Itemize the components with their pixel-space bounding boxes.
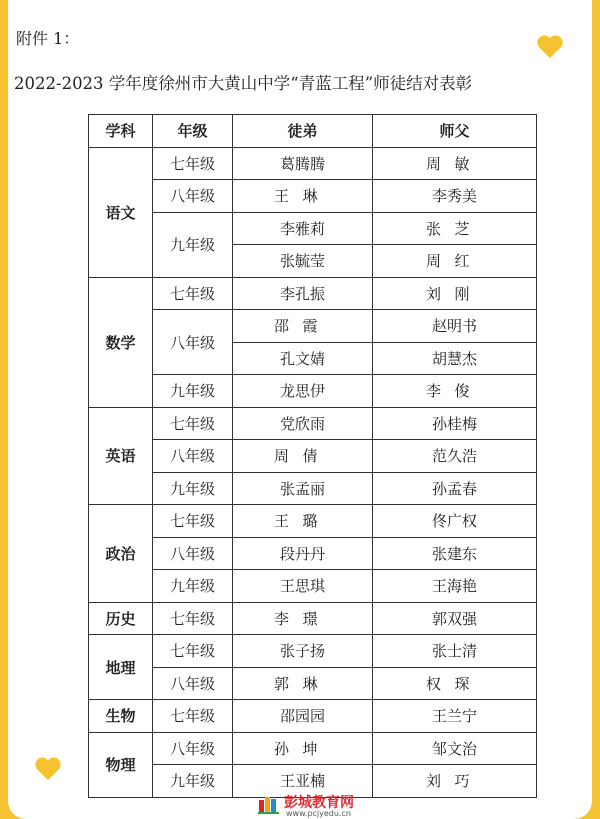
subject-cell: 地理 — [89, 635, 153, 700]
grade-cell: 七年级 — [153, 407, 233, 440]
subject-cell: 英语 — [89, 407, 153, 505]
mentor-cell: 张建东 — [373, 537, 537, 570]
mentor-cell: 赵明书 — [373, 310, 537, 343]
table-body — [89, 147, 537, 797]
grade-cell: 七年级 — [153, 602, 233, 635]
header-apprentice: 徒弟 — [233, 115, 373, 148]
subject-cell: 语文 — [89, 147, 153, 277]
apprentice-cell: 周倩 — [233, 440, 373, 473]
document-title: 2022-2023 学年度徐州市大黄山中学“青蓝工程”师徒结对表彰 — [14, 74, 473, 93]
apprentice-cell: 邵霞 — [233, 310, 373, 343]
apprentice-cell: 李雅莉 — [233, 212, 373, 245]
apprentice-cell: 王亚楠 — [233, 765, 373, 798]
document-page — [8, 0, 592, 819]
subject-cell: 历史 — [89, 602, 153, 635]
apprentice-cell: 龙思伊 — [233, 375, 373, 408]
apprentice-cell: 王思琪 — [233, 570, 373, 603]
attachment-label: 附件 1： — [16, 29, 80, 48]
grade-cell: 七年级 — [153, 505, 233, 538]
apprentice-cell: 葛腾腾 — [233, 147, 373, 180]
header-grade: 年级 — [153, 115, 233, 148]
apprentice-cell: 张孟丽 — [233, 472, 373, 505]
apprentice-cell: 张子扬 — [233, 635, 373, 668]
apprentice-cell: 王璐 — [233, 505, 373, 538]
mentor-cell: 张士清 — [373, 635, 537, 668]
table-row — [89, 505, 537, 538]
watermark-url: www.pcjyedu.cn — [286, 809, 351, 818]
mentor-cell: 佟广权 — [373, 505, 537, 538]
mentor-cell: 范久浩 — [373, 440, 537, 473]
grade-cell: 九年级 — [153, 570, 233, 603]
site-watermark — [258, 792, 418, 818]
apprentice-cell: 郭琳 — [233, 667, 373, 700]
grade-cell: 七年级 — [153, 277, 233, 310]
apprentice-cell: 孙坤 — [233, 732, 373, 765]
apprentice-cell: 张毓莹 — [233, 245, 373, 278]
table-row — [89, 440, 537, 473]
table-row — [89, 180, 537, 213]
apprentice-cell: 段丹丹 — [233, 537, 373, 570]
grade-cell: 九年级 — [153, 212, 233, 277]
mentor-cell: 周红 — [373, 245, 537, 278]
apprentice-cell: 李璟 — [233, 602, 373, 635]
mentor-cell: 权琛 — [373, 667, 537, 700]
mentor-cell: 王兰宁 — [373, 700, 537, 733]
mentor-cell: 李俊 — [373, 375, 537, 408]
grade-cell: 八年级 — [153, 667, 233, 700]
table-row — [89, 667, 537, 700]
heart-icon — [538, 36, 562, 60]
table-row — [89, 700, 537, 733]
apprentice-cell: 邵园园 — [233, 700, 373, 733]
table-row — [89, 635, 537, 668]
header-subject: 学科 — [89, 115, 153, 148]
table-row — [89, 537, 537, 570]
apprentice-cell: 党欣雨 — [233, 407, 373, 440]
subject-cell: 政治 — [89, 505, 153, 603]
grade-cell: 八年级 — [153, 440, 233, 473]
apprentice-cell: 王琳 — [233, 180, 373, 213]
table-header-row — [89, 115, 537, 148]
grade-cell: 七年级 — [153, 700, 233, 733]
table-row — [89, 147, 537, 180]
watermark-name: 彭城教育网 — [284, 795, 354, 811]
grade-cell: 八年级 — [153, 537, 233, 570]
table-row — [89, 375, 537, 408]
mentor-cell: 王海艳 — [373, 570, 537, 603]
heart-icon — [36, 758, 60, 782]
mentor-cell: 胡慧杰 — [373, 342, 537, 375]
table-row — [89, 212, 537, 245]
mentor-cell: 刘巧 — [373, 765, 537, 798]
table-row — [89, 732, 537, 765]
grade-cell: 九年级 — [153, 375, 233, 408]
grade-cell: 八年级 — [153, 732, 233, 765]
subject-cell: 数学 — [89, 277, 153, 407]
subject-cell: 生物 — [89, 700, 153, 733]
table-row — [89, 472, 537, 505]
mentor-cell: 刘刚 — [373, 277, 537, 310]
mentor-cell: 张芝 — [373, 212, 537, 245]
mentor-cell: 邹文治 — [373, 732, 537, 765]
mentor-pairing-table — [88, 114, 537, 798]
grade-cell: 七年级 — [153, 635, 233, 668]
mentor-cell: 李秀美 — [373, 180, 537, 213]
table-row — [89, 277, 537, 310]
table-row — [89, 407, 537, 440]
mentor-cell: 郭双强 — [373, 602, 537, 635]
grade-cell: 九年级 — [153, 472, 233, 505]
apprentice-cell: 李孔振 — [233, 277, 373, 310]
table-row — [89, 570, 537, 603]
grade-cell: 七年级 — [153, 147, 233, 180]
apprentice-cell: 孔文婧 — [233, 342, 373, 375]
table-row — [89, 310, 537, 343]
mentor-cell: 孙孟春 — [373, 472, 537, 505]
grade-cell: 八年级 — [153, 180, 233, 213]
mentor-cell: 周敏 — [373, 147, 537, 180]
grade-cell: 九年级 — [153, 765, 233, 798]
header-mentor: 师父 — [373, 115, 537, 148]
grade-cell: 八年级 — [153, 310, 233, 375]
subject-cell: 物理 — [89, 732, 153, 797]
table-row — [89, 602, 537, 635]
books-logo-icon — [258, 794, 280, 814]
mentor-cell: 孙桂梅 — [373, 407, 537, 440]
